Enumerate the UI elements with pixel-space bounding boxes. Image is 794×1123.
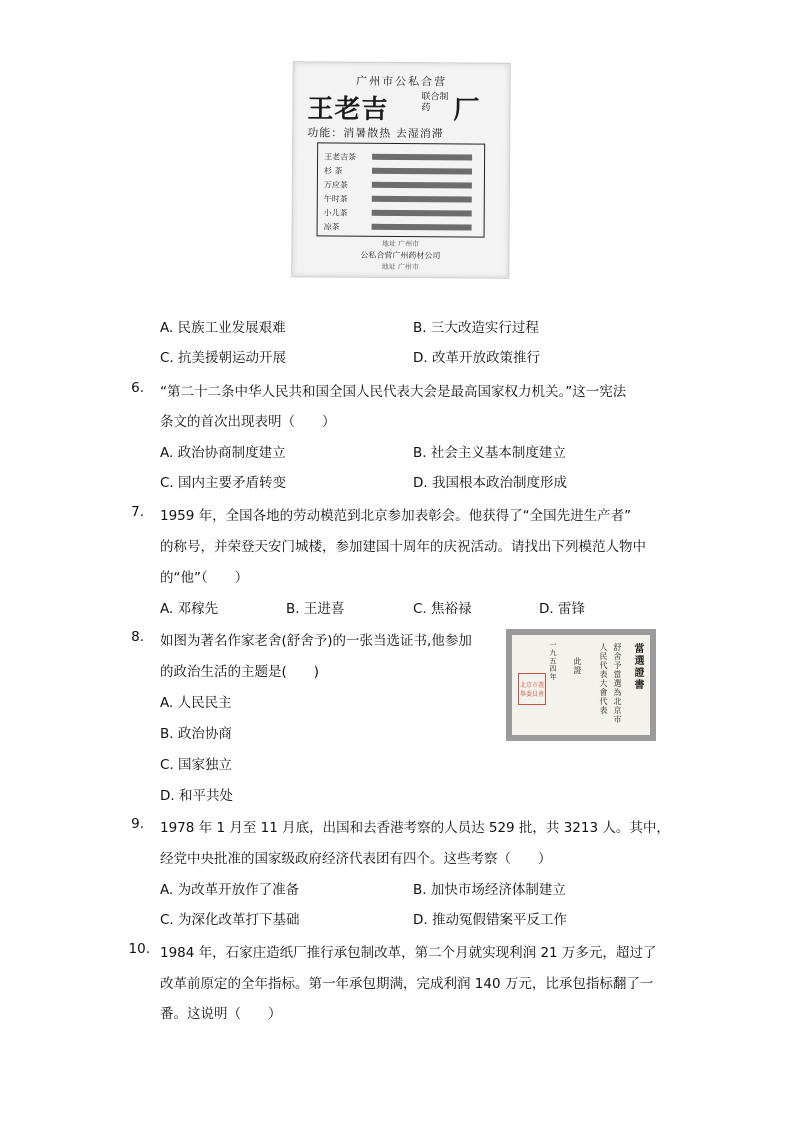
- poster-top-text: 广州市公私合营: [356, 74, 448, 89]
- certificate-text: 此證: [573, 657, 582, 675]
- q6-option-c[interactable]: C. 国内主要矛盾转变: [160, 475, 287, 491]
- poster-tagline: 功能：消暑散热 去湿消滞: [307, 126, 444, 141]
- certificate-seal: 北京市選舉委員會: [518, 673, 546, 705]
- poster-row: 午时茶: [324, 193, 478, 204]
- q8-option-b[interactable]: B. 政治协商: [160, 726, 232, 742]
- advertisement-image: [291, 61, 511, 279]
- poster-brand-end: 厂: [453, 95, 480, 126]
- certificate-date: 一九五四年: [549, 641, 557, 681]
- poster-row: 杉 茶: [324, 165, 478, 176]
- poster-row: 万应茶: [324, 179, 478, 190]
- poster-footer-line: 地址 广州市: [381, 239, 420, 249]
- q7-option-c[interactable]: C. 焦裕禄: [413, 601, 472, 617]
- q10-number: 10.: [128, 941, 150, 957]
- q7-stem-line: 的“他”（ ）: [160, 570, 249, 586]
- q8-stem-line: 的政治生活的主题是( ): [160, 664, 320, 680]
- certificate-text: 人民代表大會代表: [599, 643, 608, 715]
- q7-option-a[interactable]: A. 邓稼先: [160, 601, 219, 617]
- q8-option-a[interactable]: A. 人民民主: [160, 695, 232, 711]
- q7-stem-line: 1959 年，全国各地的劳动模范到北京参加表彰会。他获得了“全国先进生产者”: [160, 508, 632, 524]
- q7-option-b[interactable]: B. 王进喜: [286, 601, 345, 617]
- q9-stem-line: 1978 年 1 月至 11 月底，出国和去香港考察的人员达 529 批，共 3213 人。其中，: [160, 820, 670, 836]
- q8-option-d[interactable]: D. 和平共处: [160, 788, 233, 804]
- q6-stem-line: 条文的首次出现表明（ ）: [160, 414, 336, 430]
- poster-product-box: [317, 142, 486, 237]
- q6-option-b[interactable]: B. 社会主义基本制度建立: [413, 445, 566, 461]
- election-certificate-image: [506, 629, 656, 741]
- q7-stem-line: 的称号，并荣登天安门城楼，参加建国十周年的庆祝活动。请找出下列模范人物中: [160, 539, 646, 555]
- q5-option-a[interactable]: A. 民族工业发展艰难: [160, 320, 286, 336]
- poster-row: 小儿茶: [324, 207, 478, 218]
- q10-stem-line: 1984 年，石家庄造纸厂推行承包制改革，第二个月就实现利润 21 万多元，超过了: [160, 945, 657, 961]
- certificate-paper: [512, 635, 650, 735]
- q8-option-c[interactable]: C. 国家独立: [160, 757, 233, 773]
- q9-stem-line: 经党中央批准的国家级政府经济代表团有四个。这些考察（ ）: [160, 851, 552, 867]
- poster-row: 王老吉茶: [324, 151, 478, 162]
- q7-number: 7.: [131, 504, 144, 520]
- q10-stem-line: 改革前原定的全年指标。第一年承包期满，完成利润 140 万元，比承包指标翻了一: [160, 976, 654, 992]
- q10-stem-line: 番。这说明（ ）: [160, 1006, 282, 1022]
- poster-row: 凉茶: [324, 221, 478, 232]
- q6-number: 6.: [131, 380, 144, 396]
- q9-option-d[interactable]: D. 推动冤假错案平反工作: [413, 912, 567, 928]
- q5-option-b[interactable]: B. 三大改造实行过程: [413, 320, 539, 336]
- q9-option-a[interactable]: A. 为改革开放作了准备: [160, 882, 300, 898]
- q7-option-d[interactable]: D. 雷锋: [539, 601, 585, 617]
- poster-brand: 王老吉: [307, 94, 389, 125]
- q9-option-b[interactable]: B. 加快市场经济体制建立: [413, 882, 566, 898]
- poster-footer-line: 地址 广州市: [381, 262, 419, 272]
- certificate-title: 當選證書: [632, 643, 643, 691]
- q6-option-d[interactable]: D. 我国根本政治制度形成: [413, 475, 567, 491]
- q5-option-c[interactable]: C. 抗美援朝运动开展: [160, 350, 287, 366]
- q5-option-d[interactable]: D. 改革开放政策推行: [413, 350, 540, 366]
- certificate-text: 舒舍予當選為北京市: [613, 643, 622, 724]
- q9-option-c[interactable]: C. 为深化改革打下基础: [160, 912, 300, 928]
- q9-number: 9.: [131, 816, 144, 832]
- poster-brand-sub: 联合制药: [421, 92, 449, 114]
- q8-number: 8.: [131, 629, 144, 645]
- poster-footer-company: 公私合营广州药材公司: [360, 250, 441, 261]
- q6-option-a[interactable]: A. 政治协商制度建立: [160, 445, 286, 461]
- q6-stem-line: “第二十二条中华人民共和国全国人民代表大会是最高国家权力机关。”这一宪法: [160, 384, 627, 400]
- q8-stem-line: 如图为著名作家老舍(舒舍予)的一张当选证书,他参加: [160, 633, 472, 649]
